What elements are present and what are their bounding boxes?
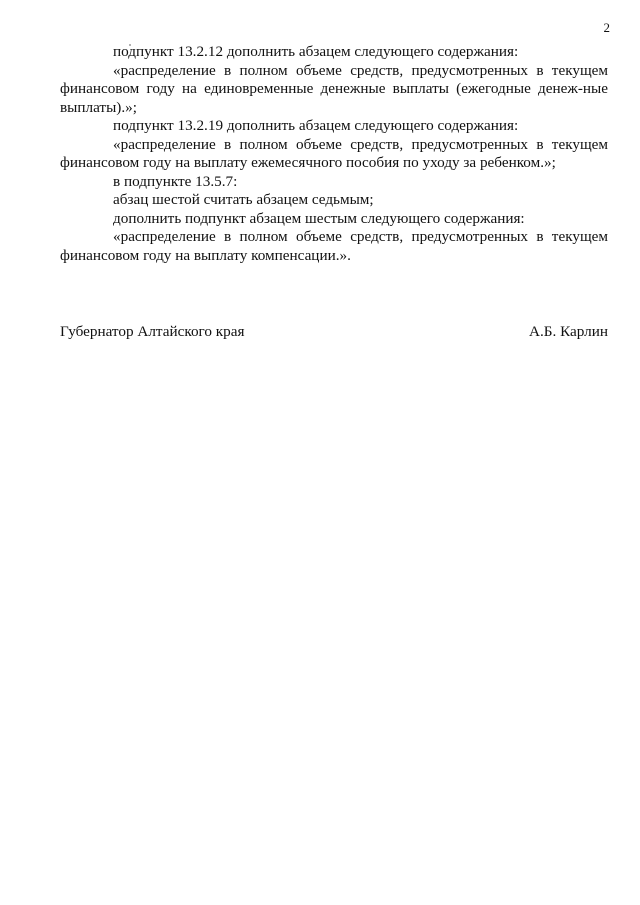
page-number: 2 bbox=[603, 20, 610, 35]
paragraph-2: «распределение в полном объеме средств, предусмотренных в текущем финансовом году на единовременные денежные выплаты (ежегодные денеж-ные выплаты).»; bbox=[60, 61, 608, 116]
paragraph-8: «распределение в полном объеме средств, предусмотренных в текущем финансовом году на выплату компенсации.». bbox=[60, 228, 608, 264]
paragraph-4: «распределение в полном объеме средств, предусмотренных в текущем финансовом году на выплату ежемесячного пособия по уходу за ребенком.»; bbox=[60, 135, 608, 171]
signature-block bbox=[60, 323, 608, 342]
paragraph-1: подпункт 13.2.12 дополнить абзацем следующего содержания: bbox=[113, 43, 519, 60]
signatory-position: Губернатор Алтайского края bbox=[60, 323, 245, 340]
paragraph-3: подпункт 13.2.19 дополнить абзацем следующего содержания: bbox=[113, 117, 519, 134]
document-body bbox=[60, 43, 608, 265]
paragraph-5: в подпункте 13.5.7: bbox=[113, 172, 238, 190]
signatory-name: А.Б. Карлин bbox=[529, 323, 608, 340]
paragraph-6: абзац шестой считать абзацем седьмым; bbox=[113, 191, 374, 208]
paragraph-7: дополнить подпункт абзацем шестым следующего содержания: bbox=[113, 209, 525, 227]
